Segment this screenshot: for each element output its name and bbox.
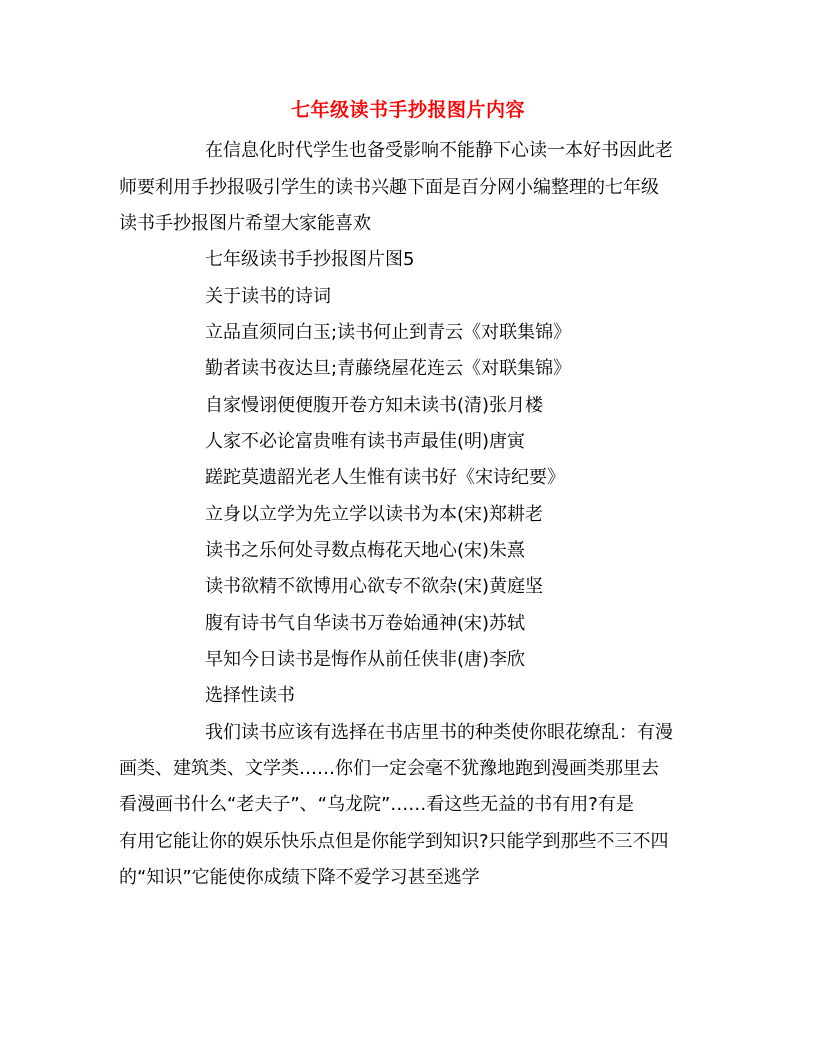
poem-line-10: 早知今日读书是悔作从前任侠非(唐)李欣 <box>205 649 526 670</box>
poem-line-1: 立品直须同白玉;读书何止到青云《对联集锦》 <box>205 322 572 343</box>
selective-paragraph-line-3: 看漫画书什么“老夫子”、“乌龙院”……看这些无益的书有用?有是 <box>119 794 634 815</box>
intro-line-2: 师要利用手抄报吸引学生的读书兴趣下面是百分网小编整理的七年级 <box>119 177 659 198</box>
selective-paragraph-line-1: 我们读书应该有选择在书店里书的种类使你眼花缭乱：有漫 <box>205 722 673 743</box>
poem-line-5: 蹉跎莫遗韶光老人生惟有读书好《宋诗纪要》 <box>205 467 565 488</box>
intro-line-3: 读书手抄报图片希望大家能喜欢 <box>119 213 371 234</box>
selective-paragraph-line-5: 的“知识”它能使你成绩下降不爱学习甚至逃学 <box>119 867 480 888</box>
poem-line-3: 自家慢诩便便腹开卷方知未读书(清)张月楼 <box>205 395 544 416</box>
poem-line-6: 立身以立学为先立学以读书为本(宋)郑耕老 <box>205 504 544 525</box>
poem-line-8: 读书欲精不欲博用心欲专不欲杂(宋)黄庭坚 <box>205 576 544 597</box>
intro-line-1: 在信息化时代学生也备受影响不能静下心读一本好书因此老 <box>205 140 673 161</box>
selective-paragraph-line-4: 有用它能让你的娱乐快乐点但是你能学到知识?只能学到那些不三不四 <box>119 831 669 852</box>
poems-heading: 关于读书的诗词 <box>205 286 331 307</box>
selective-paragraph-line-2: 画类、建筑类、文学类……你们一定会毫不犹豫地跑到漫画类那里去 <box>119 758 659 779</box>
poem-line-9: 腹有诗书气自华读书万卷始通神(宋)苏轼 <box>205 613 526 634</box>
image-caption: 七年级读书手抄报图片图5 <box>205 249 415 270</box>
poem-line-4: 人家不必论富贵唯有读书声最佳(明)唐寅 <box>205 431 526 452</box>
poem-line-7: 读书之乐何处寻数点梅花天地心(宋)朱熹 <box>205 540 526 561</box>
selective-reading-heading: 选择性读书 <box>205 685 295 706</box>
page-title: 七年级读书手抄报图片内容 <box>290 99 525 121</box>
poem-line-2: 勤者读书夜达旦;青藤绕屋花连云《对联集锦》 <box>205 358 572 379</box>
